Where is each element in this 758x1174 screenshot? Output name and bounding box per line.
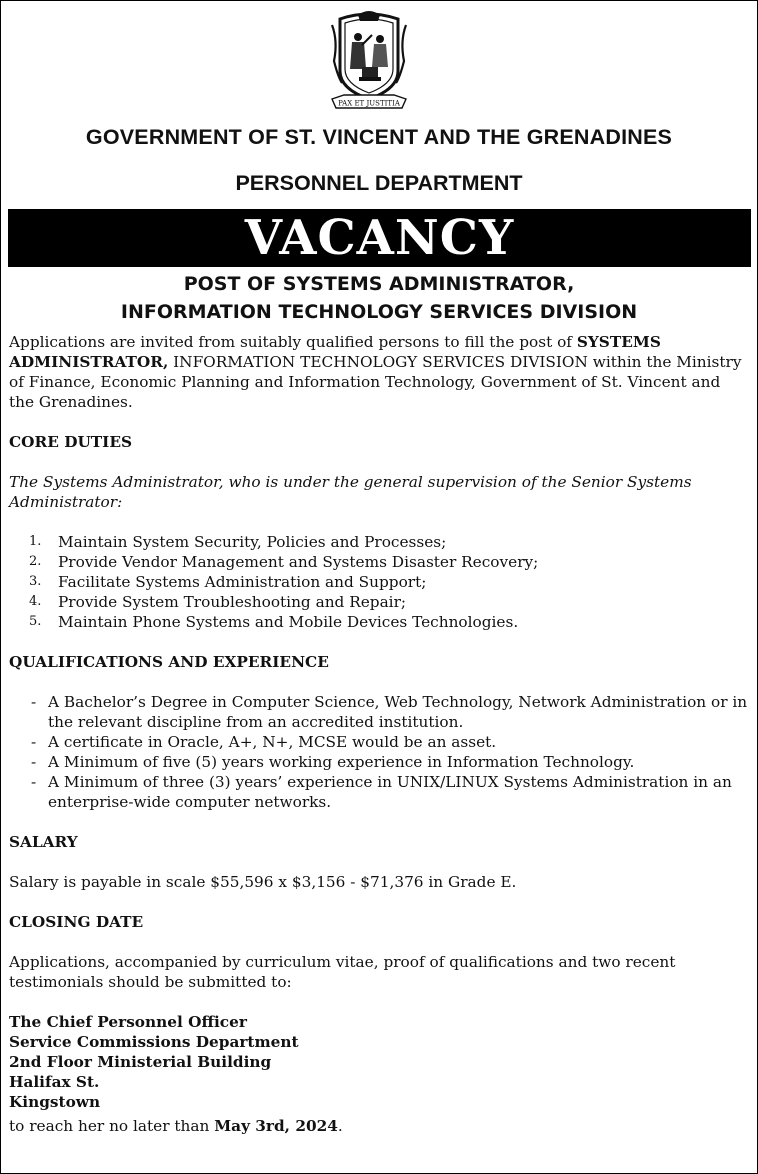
- list-item: [9, 592, 749, 612]
- salary-text: Salary is payable in scale $55,596 x $3,156 - $71,376 in Grade E.: [9, 873, 517, 891]
- address-line: 2nd Floor Ministerial Building: [9, 1053, 272, 1071]
- salary-heading: SALARY: [9, 833, 78, 851]
- vacancy-banner: VACANCY: [8, 209, 751, 267]
- core-duties-list: [9, 532, 749, 632]
- dash-bullet: -: [31, 753, 37, 771]
- list-text: A certificate in Oracle, A+, N+, MCSE would be an asset.: [48, 733, 497, 751]
- address-line: Service Commissions Department: [9, 1033, 299, 1051]
- list-item: [9, 752, 749, 772]
- closing-date-heading: CLOSING DATE: [9, 913, 144, 931]
- qualifications-heading: QUALIFICATIONS AND EXPERIENCE: [9, 653, 329, 671]
- list-item: [9, 612, 749, 632]
- post-title-line2: INFORMATION TECHNOLOGY SERVICES DIVISION: [120, 301, 638, 323]
- deadline-line: [9, 1116, 749, 1136]
- post-title-line1: POST OF SYSTEMS ADMINISTRATOR,: [183, 273, 575, 295]
- list-text: Provide Vendor Management and Systems Disaster Recovery;: [58, 553, 539, 571]
- list-text: A Bachelor’s Degree in Computer Science, Web Technology, Network Administration or in the relevant discipline from an accredited institution.: [48, 693, 748, 731]
- list-text: Facilitate Systems Administration and Support;: [58, 573, 427, 591]
- department-name: PERSONNEL DEPARTMENT: [235, 171, 523, 195]
- list-item: [9, 532, 749, 552]
- dash-bullet: -: [31, 693, 37, 711]
- list-item: [9, 572, 749, 592]
- list-text: Provide System Troubleshooting and Repair;: [58, 593, 407, 611]
- list-number: 5.: [29, 614, 42, 629]
- government-name: GOVERNMENT OF ST. VINCENT AND THE GRENADINES: [85, 125, 673, 149]
- deadline-lead: to reach her no later than: [9, 1117, 215, 1135]
- list-text: Maintain Phone Systems and Mobile Devices Technologies.: [58, 613, 519, 631]
- deadline-date: May 3rd, 2024: [214, 1117, 338, 1135]
- address-line: Kingstown: [9, 1093, 101, 1111]
- list-number: 1.: [29, 534, 42, 549]
- intro-post-name: SYSTEMS ADMINISTRATOR,: [9, 333, 661, 371]
- dash-bullet: -: [31, 773, 37, 791]
- intro-lead: Applications are invited from suitably qualified persons to fill the post of: [9, 333, 577, 351]
- list-text: A Minimum of five (5) years working experience in Information Technology.: [48, 753, 635, 771]
- core-duties-preamble: The Systems Administrator, who is under the general supervision of the Senior Systems Administrator:: [9, 473, 692, 511]
- list-item: [9, 552, 749, 572]
- notice-body: [9, 332, 749, 1136]
- crest-motto: PAX ET JUSTITIA: [338, 99, 400, 108]
- coat-of-arms-crest: [328, 11, 410, 111]
- list-item: [9, 732, 749, 752]
- address-line: The Chief Personnel Officer: [9, 1013, 247, 1031]
- intro-paragraph: [9, 332, 749, 412]
- list-number: 4.: [29, 594, 42, 609]
- list-item: [9, 692, 749, 732]
- list-text: A Minimum of three (3) years’ experience in UNIX/LINUX Systems Administration in an enterprise-wide computer networks.: [48, 773, 732, 811]
- list-text: Maintain System Security, Policies and Processes;: [58, 533, 447, 551]
- list-item: [9, 772, 749, 812]
- address-line: Halifax St.: [9, 1073, 100, 1091]
- core-duties-heading: CORE DUTIES: [9, 433, 133, 451]
- intro-rest: INFORMATION TECHNOLOGY SERVICES DIVISION within the Ministry of Finance, Economic Planning and Information Technology, Government of St. Vincent and the Grenadines.: [9, 353, 742, 411]
- dash-bullet: -: [31, 733, 37, 751]
- deadline-end: .: [337, 1117, 343, 1135]
- list-number: 3.: [29, 574, 42, 589]
- closing-instructions: Applications, accompanied by curriculum vitae, proof of qualifications and two recent testimonials should be submitted to:: [9, 953, 676, 991]
- qualifications-list: [9, 692, 749, 812]
- list-number: 2.: [29, 554, 42, 569]
